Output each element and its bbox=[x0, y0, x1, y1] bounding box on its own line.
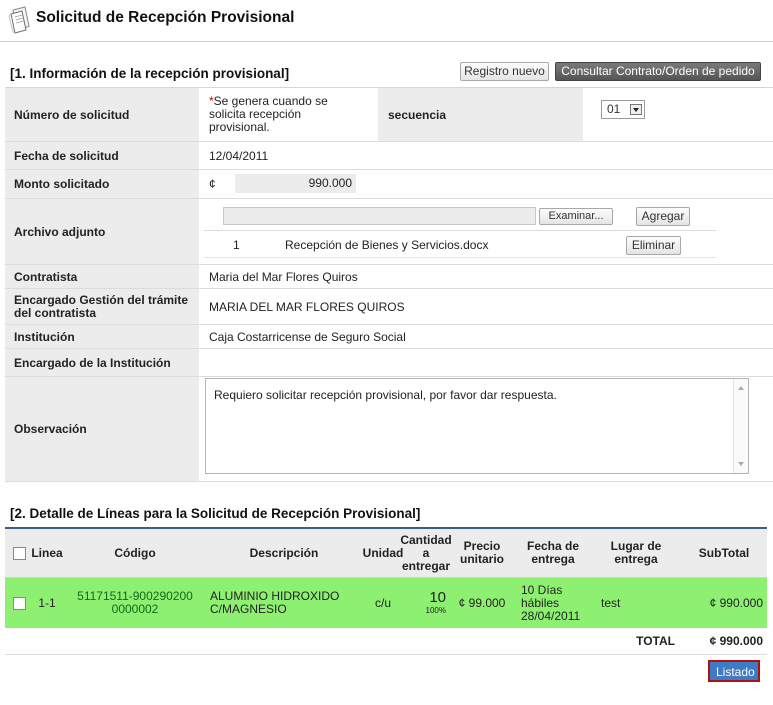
chevron-down-icon[interactable] bbox=[630, 104, 642, 115]
encargado-value: MARIA DEL MAR FLORES QUIROS bbox=[209, 299, 405, 314]
secuencia-select[interactable]: 01 bbox=[601, 100, 645, 119]
row-contratista bbox=[5, 265, 773, 289]
row-monto bbox=[5, 170, 773, 199]
row-checkbox[interactable] bbox=[13, 597, 26, 610]
textarea-scrollbar[interactable] bbox=[733, 379, 748, 473]
header-subtotal: SubTotal bbox=[698, 545, 750, 560]
select-all-checkbox[interactable] bbox=[13, 547, 26, 560]
row-precio: ¢ 99.000 bbox=[458, 595, 506, 610]
section1-title: [1. Información de la recepción provisional] bbox=[10, 66, 290, 81]
file-path-input[interactable] bbox=[223, 207, 536, 225]
monto-label: Monto solicitado bbox=[5, 170, 199, 198]
institucion-label: Institución bbox=[5, 325, 199, 348]
listado-button[interactable]: Listado bbox=[708, 660, 760, 682]
row-cantidad: 10 bbox=[429, 589, 446, 606]
header-descripcion: Descripción bbox=[249, 545, 319, 560]
document-icon bbox=[8, 6, 32, 34]
amount-input[interactable]: 990.000 bbox=[235, 174, 356, 193]
contratista-label: Contratista bbox=[5, 265, 199, 288]
row-encargado-institucion bbox=[5, 349, 773, 377]
row-subtotal: ¢ 990.000 bbox=[709, 595, 763, 610]
browse-button[interactable]: Examinar... bbox=[539, 208, 613, 225]
row-cantidad-pct: 100% bbox=[425, 606, 446, 615]
page-header bbox=[0, 0, 773, 42]
delete-file-button[interactable]: Eliminar bbox=[626, 236, 681, 255]
contratista-value: Maria del Mar Flores Quiros bbox=[209, 269, 358, 284]
encargado-institucion-value bbox=[199, 349, 773, 376]
total-value: ¢ 990.000 bbox=[709, 633, 763, 648]
secuencia-label: secuencia bbox=[378, 88, 583, 141]
row-fecha bbox=[5, 142, 773, 170]
fecha-value: 12/04/2011 bbox=[209, 148, 269, 163]
row-linea: 1-1 bbox=[38, 595, 56, 610]
row-descripcion: ALUMINIO HIDROXIDO C/MAGNESIO bbox=[210, 589, 340, 616]
currency-symbol: ¢ bbox=[209, 177, 216, 191]
row-fecha-dias: 10 Días hábiles bbox=[521, 582, 563, 610]
encargado-institucion-label: Encargado de la Institución bbox=[5, 349, 199, 376]
row-unidad: c/u bbox=[374, 595, 391, 610]
header-lugar: Lugar de entrega bbox=[610, 539, 662, 566]
encargado-label: Encargado Gestión del trámite del contratista bbox=[5, 289, 199, 324]
row-lugar: test bbox=[601, 595, 621, 610]
header-precio: Precio unitario bbox=[460, 539, 504, 566]
file-name: Recepción de Bienes y Servicios.docx bbox=[285, 238, 489, 252]
numero-note: *Se genera cuando se solicita recepción provisional. bbox=[209, 94, 328, 134]
add-file-button[interactable]: Agregar bbox=[636, 207, 690, 226]
observacion-label: Observación bbox=[5, 377, 199, 481]
header-linea: Linea bbox=[31, 545, 63, 560]
row-numero bbox=[5, 88, 773, 142]
table-header bbox=[5, 527, 767, 578]
total-label: TOTAL bbox=[636, 633, 675, 648]
page-title: Solicitud de Recepción Provisional bbox=[36, 9, 295, 26]
table-total-row bbox=[5, 628, 767, 655]
header-cantidad: Cantidad a entregar bbox=[400, 532, 452, 573]
fecha-label: Fecha de solicitud bbox=[5, 142, 199, 169]
section2-title: [2. Detalle de Líneas para la Solicitud de Recepción Provisional] bbox=[10, 506, 421, 521]
row-encargado bbox=[5, 289, 773, 325]
consult-contract-button[interactable]: Consultar Contrato/Orden de pedido bbox=[555, 62, 761, 81]
header-fecha: Fecha de entrega bbox=[526, 539, 580, 566]
institucion-value: Caja Costarricense de Seguro Social bbox=[209, 329, 406, 344]
row-institucion bbox=[5, 325, 773, 349]
row-fecha: 28/04/2011 bbox=[521, 608, 581, 623]
numero-label: Número de solicitud bbox=[5, 88, 199, 141]
scroll-up-icon[interactable] bbox=[738, 386, 744, 390]
file-index: 1 bbox=[233, 238, 240, 252]
header-unidad: Unidad bbox=[362, 545, 404, 560]
row-codigo-link[interactable]: 51171511-9002902000000002 bbox=[77, 589, 193, 616]
header-codigo: Código bbox=[114, 545, 156, 560]
archivo-label: Archivo adjunto bbox=[5, 199, 199, 264]
observation-textarea[interactable]: Requiero solicitar recepción provisional, por favor dar respuesta. bbox=[205, 378, 749, 474]
table-row bbox=[5, 578, 767, 628]
new-record-button[interactable]: Registro nuevo bbox=[460, 62, 549, 81]
scroll-down-icon[interactable] bbox=[738, 462, 744, 466]
